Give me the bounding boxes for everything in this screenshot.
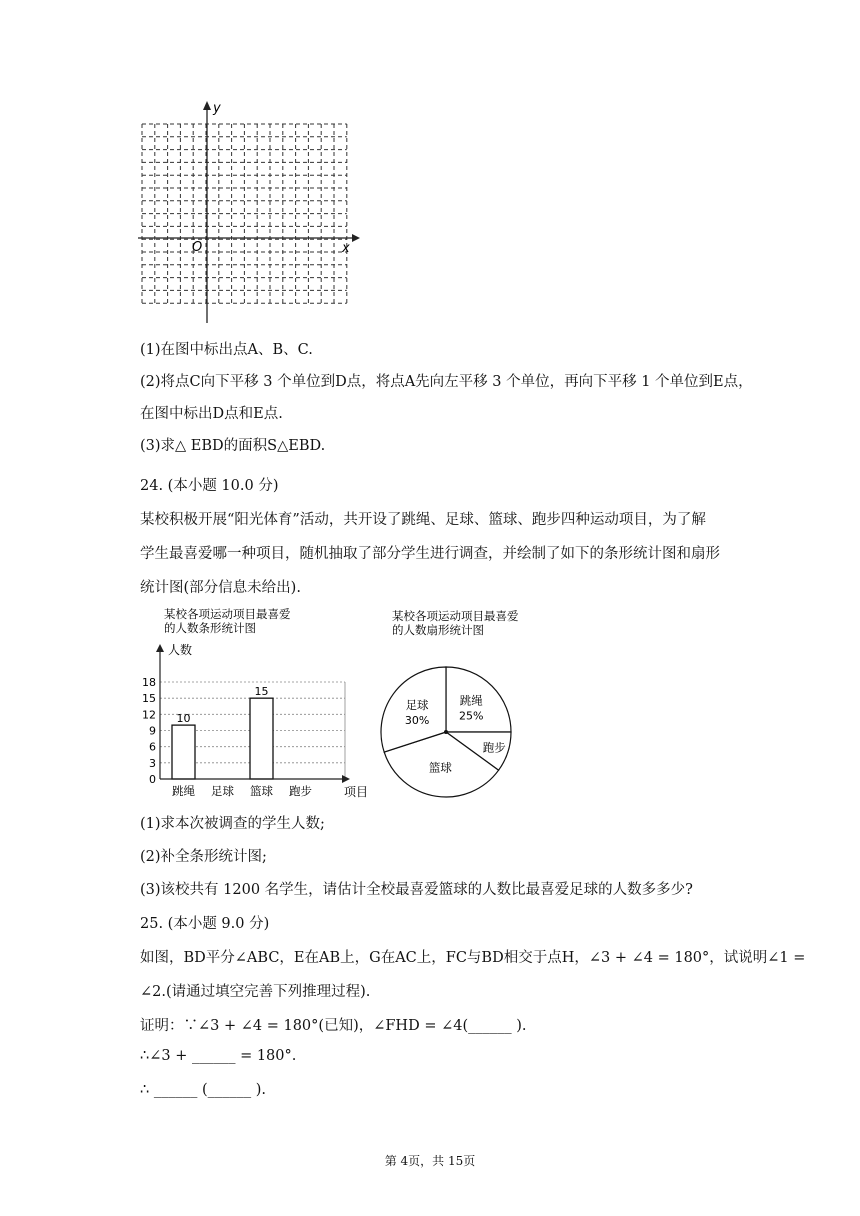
pie-chart-title-line1: 某校各项运动项目最喜爱 xyxy=(392,609,519,623)
bar-category-label: 跑步 xyxy=(289,784,312,798)
bar-y-tick-label: 0 xyxy=(149,773,156,786)
x-axis-arrow xyxy=(352,234,360,242)
bar-y-tick-label: 18 xyxy=(142,676,156,689)
bar-chart-svg xyxy=(136,604,376,804)
bar-y-tick-label: 9 xyxy=(149,724,156,738)
pie-slice-label: 足球 xyxy=(405,697,429,712)
bar-y-axis-label: 人数 xyxy=(168,643,193,657)
q23-part3: (3)求△ EBD的面积S△EBD. xyxy=(140,438,326,454)
q24-question3: (3)该校共有 1200 名学生，请估计全校最喜爱篮球的人数比最喜爱足球的人数多多少? xyxy=(140,882,693,898)
y-axis-arrow xyxy=(203,101,211,110)
pie-center-dot xyxy=(444,730,448,734)
pie-slice-percent: 30% xyxy=(404,713,430,727)
q25-text-line1: 如图，BD平分∠ABC，E在AB上，G在AC上，FC与BD相交于点H，∠3 + ∠4 = 180°，试说明∠1 = xyxy=(140,950,806,966)
bar-chart xyxy=(136,604,376,804)
bar-x-axis-arrow xyxy=(342,775,350,783)
q25-text-line2: ∠2.(请通过填空完善下列推理过程). xyxy=(140,984,371,1000)
q23-part2-line1: (2)将点C向下平移 3 个单位到D点，将点A先向左平移 3 个单位，再向下平移 1 个单位到E点， xyxy=(140,374,753,390)
bar-x-axis-label: 项目 xyxy=(344,785,369,799)
origin-label: O xyxy=(192,240,203,255)
bar-value-label: 15 xyxy=(254,685,269,699)
bar-chart-title-line2: 的人数条形统计图 xyxy=(164,621,256,635)
pie-slice-label: 跑步 xyxy=(482,740,506,755)
bar-y-tick-label: 6 xyxy=(149,740,156,754)
q25-proof-line1: 证明：∵∠3 + ∠4 = 180°(已知)，∠FHD = ∠4(______ ). xyxy=(140,1018,527,1034)
q24-question1: (1)求本次被调查的学生人数; xyxy=(140,816,325,832)
q24-heading: 24. (本小题 10.0 分) xyxy=(140,478,279,494)
pie-slice-label: 篮球 xyxy=(428,760,452,775)
x-axis-label: x xyxy=(342,241,350,256)
q25-heading: 25. (本小题 9.0 分) xyxy=(140,916,270,932)
q23-part1: (1)在图中标出点A、B、C. xyxy=(140,342,313,358)
pie-slice-percent: 25% xyxy=(459,709,484,723)
pie-slice-label: 跳绳 xyxy=(459,693,483,708)
page-footer: 第 4页，共 15页 xyxy=(384,1154,476,1168)
bar-value-label: 10 xyxy=(176,712,191,726)
pie-chart xyxy=(380,604,540,804)
coordinate-grid-svg xyxy=(130,98,360,323)
q24-text-line1: 某校积极开展“阳光体育”活动，共开设了跳绳、足球、篮球、跑步四种运动项目，为了解 xyxy=(140,512,706,528)
bar-y-tick-label: 12 xyxy=(142,708,156,722)
y-axis-label: y xyxy=(213,101,221,116)
bar-篮球 xyxy=(250,698,273,779)
bar-chart-title-line1: 某校各项运动项目最喜爱 xyxy=(164,607,291,621)
bar-category-label: 足球 xyxy=(211,784,234,798)
bar-y-tick-label: 15 xyxy=(142,692,156,706)
bar-y-tick-label: 3 xyxy=(149,756,156,770)
q25-proof-line2: ∴∠3 + ______ = 180°. xyxy=(140,1048,297,1064)
bar-跳绳 xyxy=(172,725,195,779)
bar-category-label: 跳绳 xyxy=(172,784,195,798)
pie-chart-title-line2: 的人数扇形统计图 xyxy=(392,623,484,637)
q25-proof-line3: ∴ ______ (______ ). xyxy=(140,1082,266,1098)
pie-chart-svg xyxy=(380,604,540,804)
q23-part2-line2: 在图中标出D点和E点. xyxy=(140,406,283,422)
bar-category-label: 篮球 xyxy=(250,784,273,798)
coordinate-grid xyxy=(130,98,360,323)
q24-text-line2: 学生最喜爱哪一种项目，随机抽取了部分学生进行调查，并绘制了如下的条形统计图和扇形 xyxy=(140,546,720,562)
q24-text-line3: 统计图(部分信息未给出). xyxy=(140,580,301,596)
q24-question2: (2)补全条形统计图; xyxy=(140,849,267,865)
bar-y-axis-arrow xyxy=(156,644,164,652)
